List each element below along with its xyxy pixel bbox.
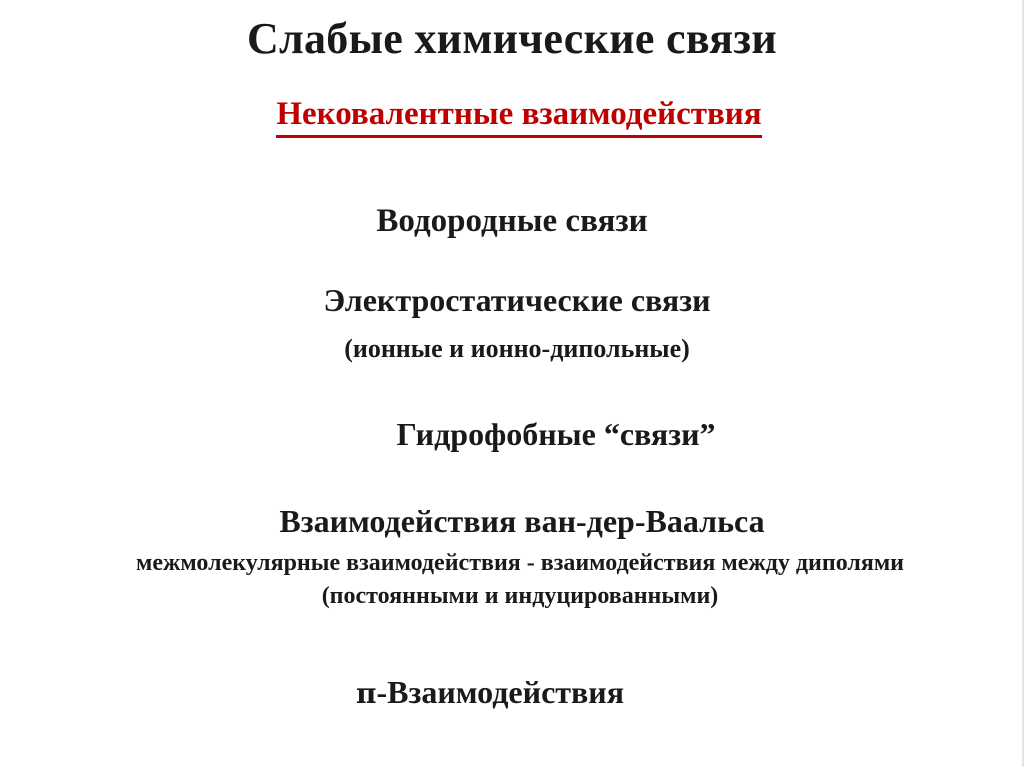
van-der-waals-heading: Взаимодействия ван-дер-Ваальса: [279, 503, 765, 539]
hydrogen-bonds-heading: Водородные связи: [376, 203, 648, 239]
van-der-waals-note-line2: (постоянными и индуцированными): [321, 583, 719, 609]
electrostatic-bonds-note: (ионные и ионно-дипольные): [344, 334, 690, 363]
hydrophobic-bonds-heading: Гидрофобные “связи”: [396, 416, 716, 452]
slide-title: Слабые химические связи: [246, 14, 778, 63]
pi-interactions-heading: [0, 676, 1002, 708]
subtitle-row: [0, 98, 1024, 138]
pi-interactions-label: -Взаимодействия: [376, 674, 625, 710]
pi-symbol: π: [355, 677, 377, 710]
electrostatic-bonds-heading: Электростатические связи: [323, 282, 711, 318]
van-der-waals-note-line1: межмолекулярные взаимодействия - взаимодействия между диполями: [136, 550, 904, 576]
slide-subtitle: Нековалентные взаимодействия: [276, 98, 761, 138]
